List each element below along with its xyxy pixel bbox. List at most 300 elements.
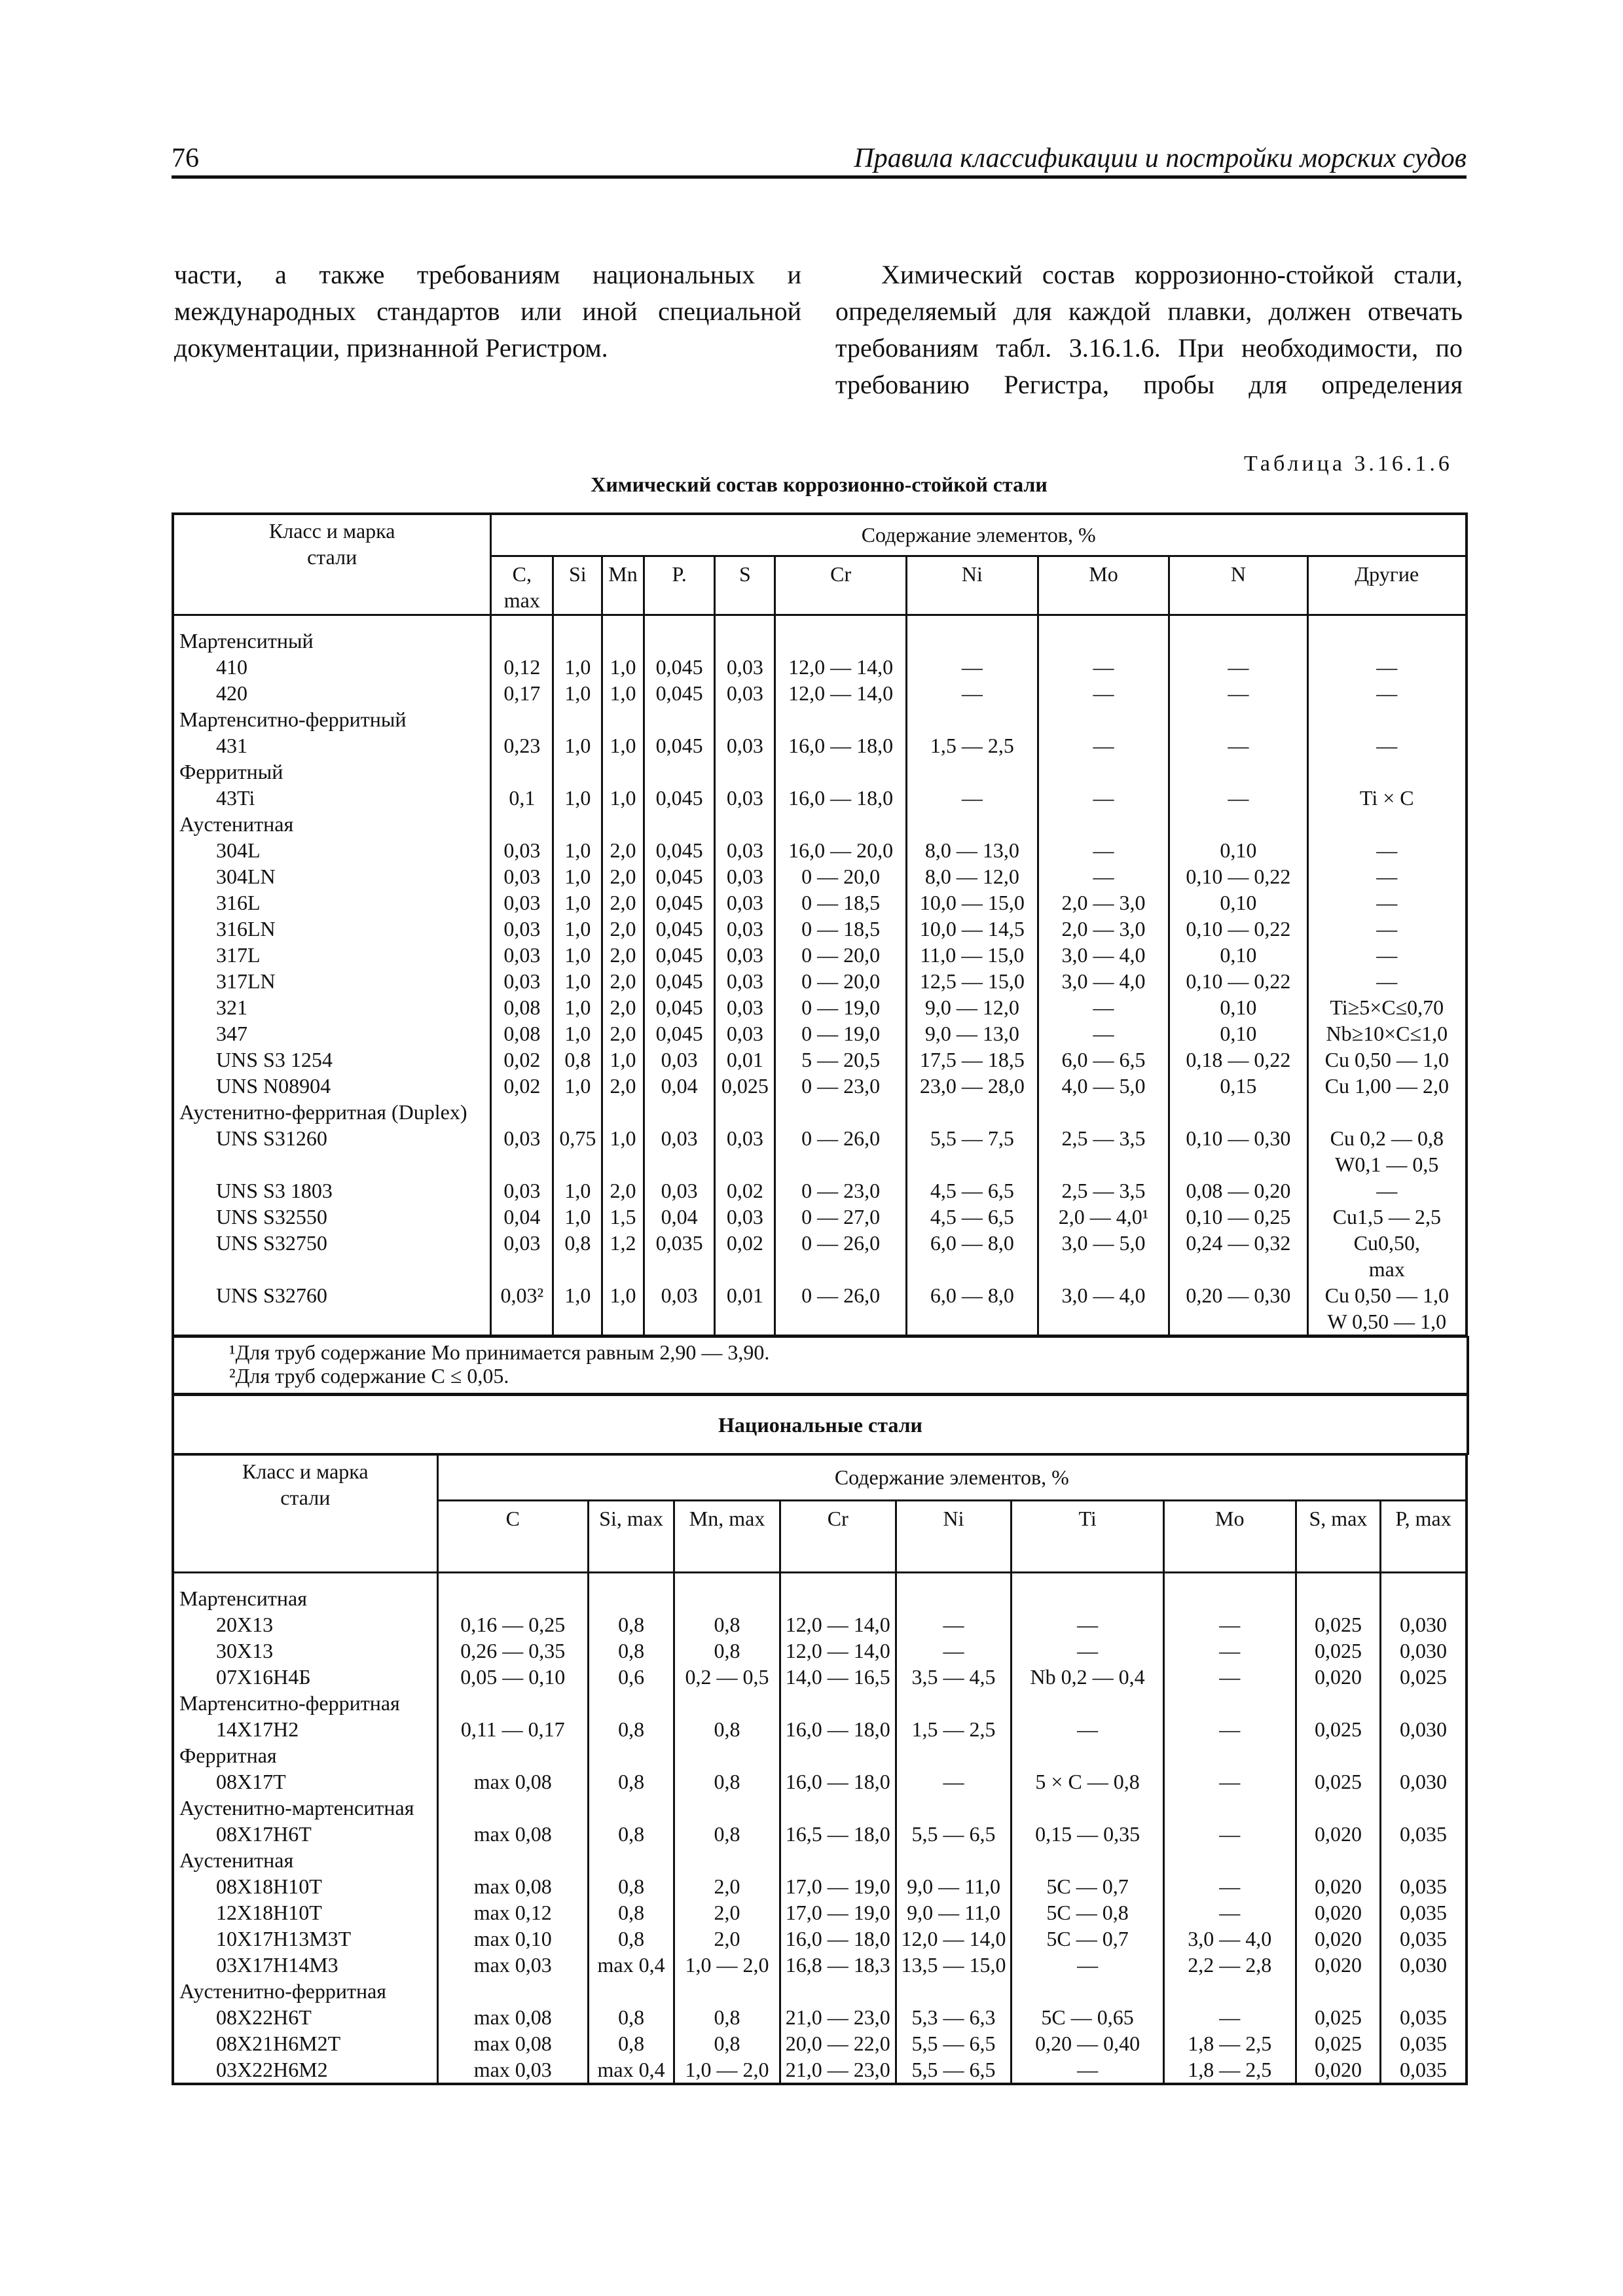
cell: — <box>1038 732 1169 759</box>
cell: 0,020 <box>1296 1664 1380 1690</box>
cell: 12,5 — 15,0 <box>907 968 1038 994</box>
cell: 1,8 — 2,5 <box>1163 2056 1296 2084</box>
cell <box>602 1099 644 1125</box>
cell: 0,025 <box>1296 2004 1380 2030</box>
cell: 0,025 <box>1296 1638 1380 1664</box>
cell: 2,0 — 4,0¹ <box>1038 1204 1169 1230</box>
column-header: Mo <box>1038 556 1169 615</box>
cell: 0,03 <box>715 680 775 706</box>
cell: 0,03 <box>715 863 775 889</box>
cell: 1,0 <box>602 785 644 811</box>
cell: 1,0 <box>602 1047 644 1073</box>
cell-extra: W0,1 — 0,5 <box>1335 1153 1439 1176</box>
cell: 0,8 <box>588 1899 674 1926</box>
cell: 0,045 <box>644 863 715 889</box>
cell: — <box>1169 732 1307 759</box>
cell <box>644 811 715 837</box>
cell: Nb≥10×C≤1,0 <box>1307 1020 1467 1047</box>
table-row <box>173 1768 1467 1795</box>
steel-class: Ферритная <box>173 1742 437 1768</box>
cell: 1,0 <box>553 1073 602 1099</box>
cell: Nb 0,2 — 0,4 <box>1012 1664 1163 1690</box>
cell: — <box>896 1638 1012 1664</box>
cell: max 0,08 <box>437 2030 588 2056</box>
cell: 0,03² <box>491 1282 553 1336</box>
cell <box>674 1847 780 1873</box>
cell: 0,020 <box>1296 1899 1380 1926</box>
cell: 1,0 <box>602 680 644 706</box>
cell <box>674 1690 780 1716</box>
cell: 0,8 <box>588 1638 674 1664</box>
steel-class: Ферритный <box>173 759 491 785</box>
cell: 0,15 — 0,35 <box>1012 1821 1163 1847</box>
steel-class: Аустенитно-мартенситная <box>173 1795 437 1821</box>
cell: 0,8 <box>553 1047 602 1073</box>
cell: Ti × C <box>1307 785 1467 811</box>
cell: — <box>1169 785 1307 811</box>
table-row <box>173 1230 1467 1282</box>
cell <box>1163 1690 1296 1716</box>
cell <box>1012 1690 1163 1716</box>
column-header: Si <box>553 556 602 615</box>
table-row <box>173 1073 1467 1099</box>
table-row <box>173 1638 1467 1664</box>
cell: 0,10 <box>1169 889 1307 916</box>
cell: 1,0 <box>553 994 602 1020</box>
cell: 5,5 — 6,5 <box>896 1821 1012 1847</box>
column-header: Другие <box>1307 556 1467 615</box>
cell-extra: W 0,50 — 1,0 <box>1327 1310 1447 1333</box>
cell: 6,0 — 6,5 <box>1038 1047 1169 1073</box>
table-row <box>173 732 1467 759</box>
cell: 0,03 <box>644 1125 715 1177</box>
cell: 0,045 <box>644 837 715 863</box>
cell <box>437 1690 588 1716</box>
column-header: Ti <box>1012 1500 1163 1572</box>
cell <box>644 1099 715 1125</box>
cell: max 0,4 <box>588 2056 674 2084</box>
cell <box>907 628 1038 654</box>
cell: 0,03 <box>491 863 553 889</box>
cell: 1,0 <box>553 916 602 942</box>
cell <box>553 811 602 837</box>
cell: 4,5 — 6,5 <box>907 1177 1038 1204</box>
cell: — <box>1163 2004 1296 2030</box>
cell: — <box>1163 1716 1296 1742</box>
cell: max 0,10 <box>437 1926 588 1952</box>
cell: 0,03 <box>644 1282 715 1336</box>
cell: 0,08 <box>491 1020 553 1047</box>
cell <box>1307 706 1467 732</box>
header-class-grade: Класс и марка стали <box>173 1454 437 1572</box>
cell <box>1169 811 1307 837</box>
cell: 2,5 — 3,5 <box>1038 1177 1169 1204</box>
cell: Cu0,50, max <box>1307 1230 1467 1282</box>
cell: 0,8 <box>588 1716 674 1742</box>
cell: 12,0 — 14,0 <box>775 654 907 680</box>
cell: 9,0 — 12,0 <box>907 994 1038 1020</box>
header-content-group: Содержание элементов, % <box>491 514 1467 556</box>
header-class-grade: Класс и марка стали <box>173 514 491 615</box>
cell: 2,5 — 3,5 <box>1038 1125 1169 1177</box>
cell <box>588 1795 674 1821</box>
cell: 1,0 <box>553 1020 602 1047</box>
cell: 13,5 — 15,0 <box>896 1952 1012 1978</box>
column-header: Cr <box>775 556 907 615</box>
cell: 0,01 <box>715 1282 775 1336</box>
cell: 0,18 — 0,22 <box>1169 1047 1307 1073</box>
cell: Cu1,5 — 2,5 <box>1307 1204 1467 1230</box>
steel-grade: 08Х21Н6М2Т <box>173 2030 437 2056</box>
cell <box>553 1099 602 1125</box>
column-header: N <box>1169 556 1307 615</box>
cell: 17,0 — 19,0 <box>780 1873 896 1899</box>
cell: 5C — 0,7 <box>1012 1873 1163 1899</box>
group-row <box>173 628 1467 654</box>
cell: 2,0 <box>602 1177 644 1204</box>
cell <box>1296 1742 1380 1768</box>
footnotes <box>172 1336 1469 1396</box>
cell: 1,0 <box>553 732 602 759</box>
cell <box>491 759 553 785</box>
steel-grade: UNS N08904 <box>173 1073 491 1099</box>
cell: 0,1 <box>491 785 553 811</box>
cell <box>1012 1978 1163 2004</box>
cell: 0 — 26,0 <box>775 1282 907 1336</box>
cell <box>1381 1795 1467 1821</box>
cell <box>1012 1847 1163 1873</box>
cell: 0,10 <box>1169 1020 1307 1047</box>
table-row <box>173 863 1467 889</box>
cell <box>907 1099 1038 1125</box>
cell: max 0,08 <box>437 1873 588 1899</box>
cell: 0,8 <box>588 1611 674 1638</box>
cell: 6,0 — 8,0 <box>907 1282 1038 1336</box>
cell <box>1012 1585 1163 1611</box>
cell: 2,0 <box>602 863 644 889</box>
cell: 0 — 19,0 <box>775 994 907 1020</box>
cell <box>1307 811 1467 837</box>
cell: 0,025 <box>1381 1664 1467 1690</box>
cell <box>602 706 644 732</box>
cell: 8,0 — 13,0 <box>907 837 1038 863</box>
cell: 2,0 <box>674 1873 780 1899</box>
cell: 16,0 — 18,0 <box>775 785 907 811</box>
cell: 12,0 — 14,0 <box>775 680 907 706</box>
cell: 0,025 <box>1296 1611 1380 1638</box>
cell <box>588 1978 674 2004</box>
steel-grade: 03Х22Н6М2 <box>173 2056 437 2084</box>
cell <box>1038 811 1169 837</box>
steel-grade: 08Х22Н6Т <box>173 2004 437 2030</box>
column-header: Mo <box>1163 1500 1296 1572</box>
cell: 21,0 — 23,0 <box>780 2004 896 2030</box>
cell: — <box>1169 680 1307 706</box>
cell: 1,5 <box>602 1204 644 1230</box>
steel-grade: UNS S31260 <box>173 1125 491 1177</box>
cell: 3,0 — 4,0 <box>1038 968 1169 994</box>
cell <box>775 811 907 837</box>
cell: 0,04 <box>644 1204 715 1230</box>
cell: 3,0 — 4,0 <box>1038 942 1169 968</box>
cell <box>1169 759 1307 785</box>
cell: 0,03 <box>715 785 775 811</box>
cell: 3,0 — 4,0 <box>1163 1926 1296 1952</box>
cell: 5,5 — 7,5 <box>907 1125 1038 1177</box>
cell: 0,035 <box>1381 2030 1467 2056</box>
table-row <box>173 680 1467 706</box>
group-row <box>173 1585 1467 1611</box>
cell <box>588 1690 674 1716</box>
cell: 0,8 <box>674 1821 780 1847</box>
cell: 2,0 <box>602 994 644 1020</box>
cell: 0,15 <box>1169 1073 1307 1099</box>
cell <box>674 1585 780 1611</box>
cell: 0,02 <box>491 1073 553 1099</box>
cell: — <box>1163 1638 1296 1664</box>
cell: 0,025 <box>1296 2030 1380 2056</box>
cell <box>588 1742 674 1768</box>
steel-class: Мартенситный <box>173 628 491 654</box>
steel-grade: 316LN <box>173 916 491 942</box>
steel-grade: 321 <box>173 994 491 1020</box>
group-row <box>173 1742 1467 1768</box>
page-header <box>172 145 1467 179</box>
cell <box>1381 1742 1467 1768</box>
table-caption: Химический состав коррозионно-стойкой стали <box>591 473 1048 496</box>
cell: — <box>1163 1611 1296 1638</box>
cell: — <box>1163 1768 1296 1795</box>
cell: 12,0 — 14,0 <box>780 1611 896 1638</box>
table-row <box>173 942 1467 968</box>
cell: 0,03 <box>491 942 553 968</box>
paragraph: Химический состав коррозионно-стойкой стали, определяемый для каждой плавки, должен отвечать требованиям табл. 3.16.1.6. При необходимости, по требованию Регистра, пробы для определения <box>835 260 1463 399</box>
table-row <box>173 968 1467 994</box>
cell: 0,035 <box>1381 1873 1467 1899</box>
cell: — <box>1012 1638 1163 1664</box>
cell: max 0,08 <box>437 1821 588 1847</box>
cell: 0,045 <box>644 1020 715 1047</box>
cell: 0,24 — 0,32 <box>1169 1230 1307 1282</box>
cell <box>491 811 553 837</box>
steel-class: Аустенитная <box>173 811 491 837</box>
cell <box>588 1585 674 1611</box>
cell: — <box>1163 1873 1296 1899</box>
column-header: Ni <box>896 1500 1012 1572</box>
cell: 3,0 — 5,0 <box>1038 1230 1169 1282</box>
cell <box>1169 706 1307 732</box>
cell: — <box>1307 942 1467 968</box>
cell <box>775 628 907 654</box>
cell: 0,045 <box>644 785 715 811</box>
cell: 14,0 — 16,5 <box>780 1664 896 1690</box>
cell <box>1307 759 1467 785</box>
cell: — <box>1169 654 1307 680</box>
cell: 3,5 — 4,5 <box>896 1664 1012 1690</box>
cell: 0,6 <box>588 1664 674 1690</box>
cell <box>491 628 553 654</box>
steel-grade: 08Х17Н6Т <box>173 1821 437 1847</box>
cell: 0,26 — 0,35 <box>437 1638 588 1664</box>
cell: 1,0 <box>553 785 602 811</box>
cell: 0,10 — 0,25 <box>1169 1204 1307 1230</box>
paragraph: части, а также требованиям национальных и международных стандартов или иной специальной документации, признанной Регистром. <box>174 260 801 363</box>
cell: 0,03 <box>715 994 775 1020</box>
cell: 11,0 — 15,0 <box>907 942 1038 968</box>
cell: 0,020 <box>1296 1926 1380 1952</box>
cell: 1,0 <box>553 837 602 863</box>
table-row <box>173 1926 1467 1952</box>
cell: 5C — 0,8 <box>1012 1899 1163 1926</box>
cell <box>775 706 907 732</box>
cell: 0 — 26,0 <box>775 1230 907 1282</box>
cell: 5,5 — 6,5 <box>896 2056 1012 2084</box>
cell <box>896 1795 1012 1821</box>
cell <box>715 759 775 785</box>
cell: 0,8 <box>588 1926 674 1952</box>
cell <box>602 811 644 837</box>
cell <box>491 1099 553 1125</box>
cell: 1,5 — 2,5 <box>896 1716 1012 1742</box>
cell: 0,03 <box>491 1230 553 1282</box>
left-column-text <box>174 257 801 367</box>
cell <box>896 1847 1012 1873</box>
cell: 0,75 <box>553 1125 602 1177</box>
cell: — <box>1307 732 1467 759</box>
cell: 1,0 <box>553 889 602 916</box>
column-header: Ni <box>907 556 1038 615</box>
cell <box>1169 628 1307 654</box>
cell: 0,10 <box>1169 837 1307 863</box>
page-number: 76 <box>172 143 199 173</box>
cell: 1,0 — 2,0 <box>674 2056 780 2084</box>
cell: 16,8 — 18,3 <box>780 1952 896 1978</box>
cell: — <box>1038 654 1169 680</box>
cell: 0,10 — 0,30 <box>1169 1125 1307 1177</box>
cell: — <box>1307 889 1467 916</box>
cell: 2,0 <box>602 837 644 863</box>
cell: — <box>1038 994 1169 1020</box>
table-row <box>173 1664 1467 1690</box>
spacer-row <box>173 1572 1467 1585</box>
steel-grade: 304LN <box>173 863 491 889</box>
cell <box>674 1795 780 1821</box>
column-header: C, max <box>491 556 553 615</box>
cell: 2,0 <box>602 1020 644 1047</box>
cell <box>1296 1847 1380 1873</box>
group-row <box>173 1795 1467 1821</box>
cell <box>1038 706 1169 732</box>
cell <box>780 1690 896 1716</box>
cell: 2,0 <box>602 889 644 916</box>
cell: 16,0 — 18,0 <box>780 1768 896 1795</box>
cell: 0,025 <box>715 1073 775 1099</box>
cell <box>896 1690 1012 1716</box>
cell: 0,035 <box>644 1230 715 1282</box>
steel-grade: UNS S3 1803 <box>173 1177 491 1204</box>
table-row <box>173 1952 1467 1978</box>
spacer-row <box>173 615 1467 628</box>
cell: 4,5 — 6,5 <box>907 1204 1038 1230</box>
cell: 1,0 — 2,0 <box>674 1952 780 1978</box>
cell <box>644 628 715 654</box>
column-header: C <box>437 1500 588 1572</box>
cell <box>674 1742 780 1768</box>
cell <box>674 1978 780 2004</box>
cell: 0 — 23,0 <box>775 1177 907 1204</box>
cell: 1,0 <box>602 1125 644 1177</box>
cell <box>1163 1978 1296 2004</box>
cell: Ti≥5×C≤0,70 <box>1307 994 1467 1020</box>
table-row <box>173 2004 1467 2030</box>
cell: 0,03 <box>491 889 553 916</box>
steel-grade: 317LN <box>173 968 491 994</box>
cell: — <box>896 1611 1012 1638</box>
steel-grade: 317L <box>173 942 491 968</box>
table-row <box>173 837 1467 863</box>
cell: 1,8 — 2,5 <box>1163 2030 1296 2056</box>
right-column-text <box>835 257 1463 403</box>
cell: 16,0 — 20,0 <box>775 837 907 863</box>
cell: 0,045 <box>644 994 715 1020</box>
steel-grade: 420 <box>173 680 491 706</box>
table-row <box>173 889 1467 916</box>
steel-grade: 12Х18Н10Т <box>173 1899 437 1926</box>
cell <box>553 759 602 785</box>
cell <box>1381 1978 1467 2004</box>
table-row <box>173 1821 1467 1847</box>
cell <box>1381 1585 1467 1611</box>
cell: 0 — 18,5 <box>775 889 907 916</box>
steel-grade: 43Ti <box>173 785 491 811</box>
cell: 0,020 <box>1296 1952 1380 1978</box>
cell: — <box>1307 968 1467 994</box>
cell <box>907 706 1038 732</box>
cell: 0,03 <box>715 732 775 759</box>
header-content-group: Содержание элементов, % <box>437 1454 1467 1500</box>
cell <box>780 1847 896 1873</box>
table-row <box>173 785 1467 811</box>
cell: 5 × C — 0,8 <box>1012 1768 1163 1795</box>
cell: 0,025 <box>1296 1768 1380 1795</box>
cell: 0 — 20,0 <box>775 942 907 968</box>
cell: — <box>1307 1177 1467 1204</box>
table-row <box>173 1177 1467 1204</box>
steel-class: Мартенситная <box>173 1585 437 1611</box>
steel-class: Аустенитно-ферритная <box>173 1978 437 2004</box>
cell <box>715 1099 775 1125</box>
cell: 1,0 <box>553 654 602 680</box>
cell: max 0,08 <box>437 1768 588 1795</box>
cell: — <box>1038 680 1169 706</box>
table-row <box>173 1047 1467 1073</box>
cell: 0 — 26,0 <box>775 1125 907 1177</box>
cell: 2,0 — 3,0 <box>1038 889 1169 916</box>
cell: 0,02 <box>715 1177 775 1204</box>
cell <box>1038 1099 1169 1125</box>
cell <box>780 1978 896 2004</box>
cell <box>588 1847 674 1873</box>
cell: 0,08 — 0,20 <box>1169 1177 1307 1204</box>
cell <box>1038 759 1169 785</box>
cell: 0 — 23,0 <box>775 1073 907 1099</box>
group-row <box>173 1099 1467 1125</box>
cell: max 0,4 <box>588 1952 674 1978</box>
cell <box>553 706 602 732</box>
group-row <box>173 706 1467 732</box>
cell: 2,0 — 3,0 <box>1038 916 1169 942</box>
steel-grade: 08Х17Т <box>173 1768 437 1795</box>
